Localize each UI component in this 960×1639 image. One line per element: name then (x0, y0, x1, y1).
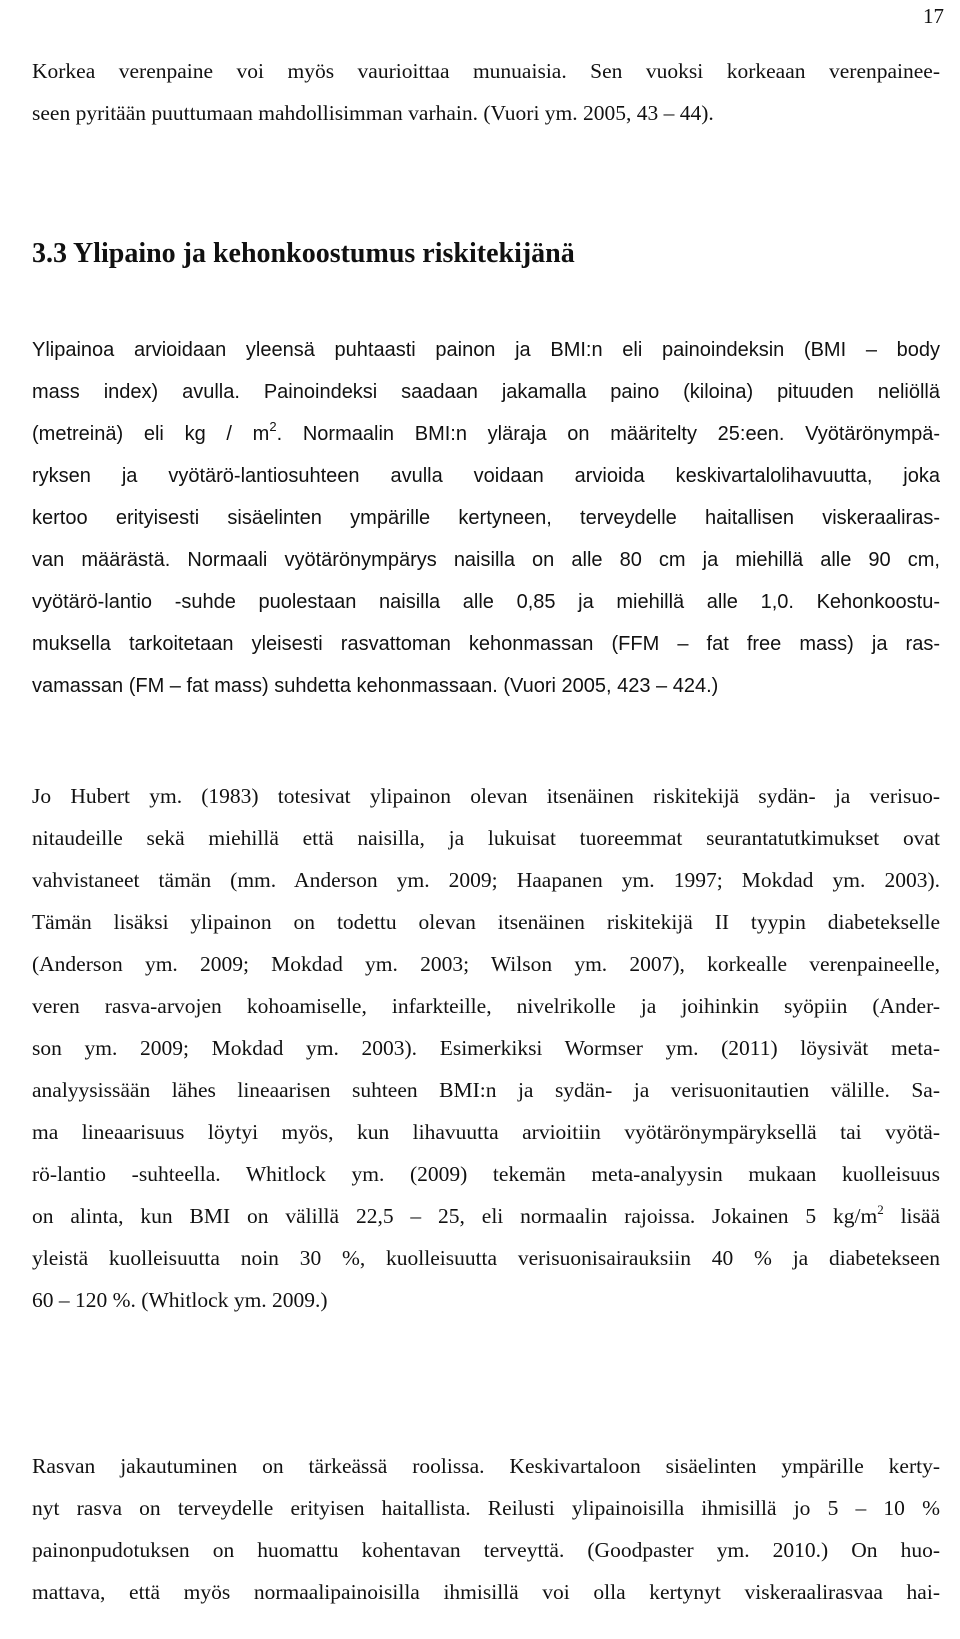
text-line: 60 – 120 %. (Whitlock ym. 2009.) (32, 1288, 328, 1312)
text-line: Rasvan jakautuminen on tärkeässä roolissa. Keskivartaloon sisäelinten ympärille kerty- (32, 1454, 940, 1478)
text-line: (Anderson ym. 2009; Mokdad ym. 2003; Wilson ym. 2007), korkealle verenpaineelle, (32, 952, 940, 976)
text-fragment: on alinta, kun BMI on välillä 22,5 – 25, eli normaalin rajoissa. Jokainen 5 kg/m (32, 1204, 878, 1228)
paragraph-3 (32, 775, 940, 1321)
text-line: son ym. 2009; Mokdad ym. 2003). Esimerkiksi Wormser ym. (2011) löysivät meta- (32, 1036, 940, 1060)
text-line: Tämän lisäksi ylipainon on todettu olevan itsenäinen riskitekijä II tyypin diabetekselle (32, 910, 940, 934)
paragraph-4 (32, 1445, 940, 1613)
text-line-with-superscript (32, 1195, 940, 1237)
text-fragment: lisää (883, 1204, 940, 1228)
text-line-with-superscript (32, 413, 940, 455)
superscript: 2 (269, 419, 277, 434)
text-line: vahvistaneet tämän (mm. Anderson ym. 2009; Haapanen ym. 1997; Mokdad ym. 2003). (32, 868, 940, 892)
text-fragment: . Normaalin BMI:n yläraja on määritelty 25:een. Vyötärönympä- (276, 423, 940, 445)
text-line: Jo Hubert ym. (1983) totesivat ylipainon olevan itsenäinen riskitekijä sydän- ja verisuo- (32, 784, 940, 808)
text-line: kertoo erityisesti sisäelinten ympärille kertyneen, terveydelle haitallisen viskeraaliras- (32, 507, 940, 529)
text-line: mass index) avulla. Painoindeksi saadaan jakamalla paino (kiloina) pituuden neliöllä (32, 381, 940, 403)
section-heading: 3.3 Ylipaino ja kehonkoostumus riskitekijänä (32, 238, 575, 269)
text-line: seen pyritään puuttumaan mahdollisimman varhain. (Vuori ym. 2005, 43 – 44). (32, 101, 714, 125)
text-line: painonpudotuksen on huomattu kohentavan terveyttä. (Goodpaster ym. 2010.) On huo- (32, 1538, 940, 1562)
text-line: vamassan (FM – fat mass) suhdetta kehonmassaan. (Vuori 2005, 423 – 424.) (32, 675, 719, 697)
text-line: mattava, että myös normaalipainoisilla ihmisillä voi olla kertynyt viskeraalirasvaa hai- (32, 1580, 940, 1604)
page-number: 17 (923, 4, 944, 28)
text-line: rö-lantio -suhteella. Whitlock ym. (2009) tekemän meta-analyysin mukaan kuolleisuus (32, 1162, 940, 1186)
text-line: yleistä kuolleisuutta noin 30 %, kuolleisuutta verisuonisairauksiin 40 % ja diabetekseen (32, 1246, 940, 1270)
text-line: ryksen ja vyötärö-lantiosuhteen avulla voidaan arvioida keskivartalolihavuutta, joka (32, 465, 940, 487)
text-line: nitaudeille sekä miehillä että naisilla, ja lukuisat tuoreemmat seurantatutkimukset ovat (32, 826, 940, 850)
text-line: muksella tarkoitetaan yleisesti rasvattoman kehonmassan (FFM – fat free mass) ja ras- (32, 633, 940, 655)
text-line: ma lineaarisuus löytyi myös, kun lihavuutta arvioitiin vyötärönympäryksellä tai vyötä- (32, 1120, 940, 1144)
text-line: van määrästä. Normaali vyötärönympärys naisilla on alle 80 cm ja miehillä alle 90 cm, (32, 549, 940, 571)
text-line: Korkea verenpaine voi myös vaurioittaa munuaisia. Sen vuoksi korkeaan verenpainee- (32, 59, 940, 83)
text-line: nyt rasva on terveydelle erityisen haitallista. Reilusti ylipainoisilla ihmisillä jo 5 – 10 % (32, 1496, 940, 1520)
paragraph-1 (32, 50, 940, 134)
superscript: 2 (877, 1202, 884, 1217)
text-line: veren rasva-arvojen kohoamiselle, infarkteille, nivelrikolle ja joihinkin syöpiin (Ander- (32, 994, 940, 1018)
text-line: Ylipainoa arvioidaan yleensä puhtaasti painon ja BMI:n eli painoindeksin (BMI – body (32, 339, 940, 361)
text-line: analyysissään lähes lineaarisen suhteen BMI:n ja sydän- ja verisuonitautien välille. Sa- (32, 1078, 940, 1102)
text-fragment: (metreinä) eli kg / m (32, 423, 270, 445)
text-line: vyötärö-lantio -suhde puolestaan naisilla alle 0,85 ja miehillä alle 1,0. Kehonkoostu- (32, 591, 940, 613)
paragraph-2 (32, 329, 940, 707)
